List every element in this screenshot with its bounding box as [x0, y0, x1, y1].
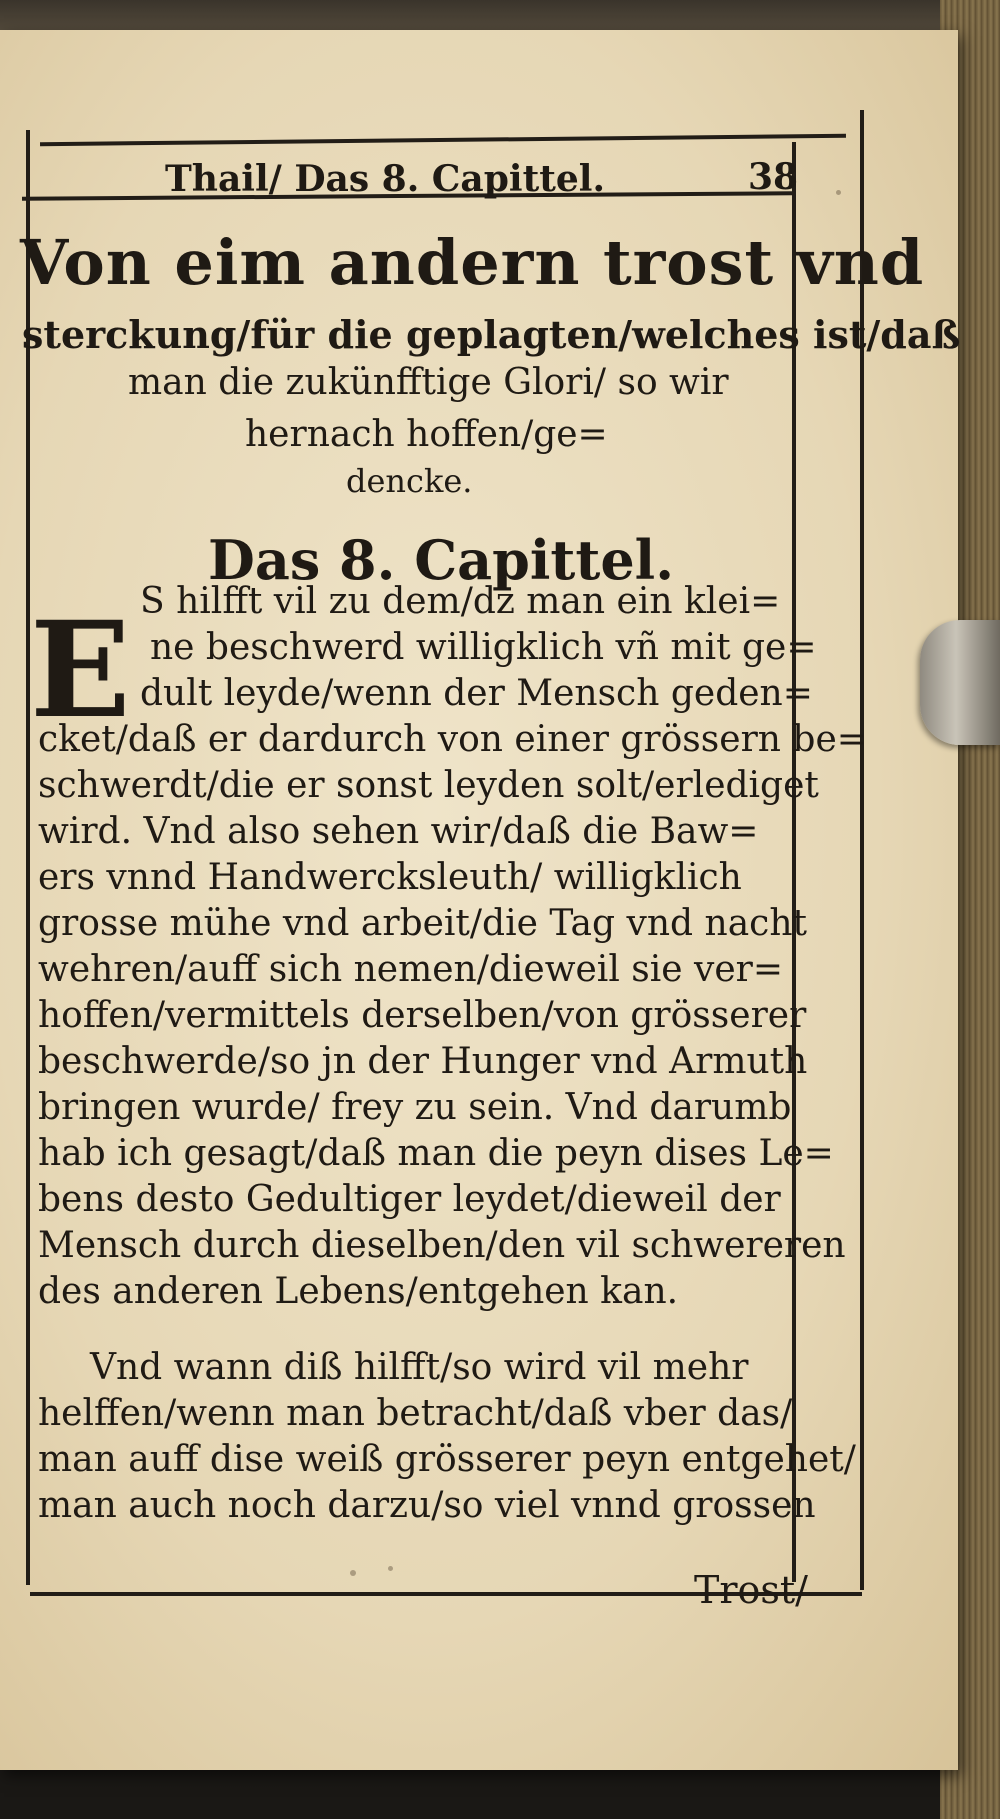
- ink-spot: [350, 1570, 356, 1576]
- page-clip: [920, 620, 1000, 745]
- body-line: bringen wurde/ frey zu sein. Vnd darumb: [38, 1087, 792, 1128]
- body-line: ers vnnd Handwercksleuth/ willigklich: [38, 857, 742, 898]
- body-line: schwerdt/die er sonst leyden solt/erlediget: [38, 765, 819, 806]
- body-line: grosse mühe vnd arbeit/die Tag vnd nacht: [38, 903, 807, 944]
- heading-line-1: Von eim andern trost vnd: [20, 226, 925, 299]
- body-line: wehren/auff sich nemen/dieweil sie ver=: [38, 949, 784, 990]
- body-line: Mensch durch dieselben/den vil schwereren: [38, 1225, 846, 1266]
- frame-inner-right-rule: [792, 142, 796, 1582]
- body-line: beschwerde/so jn der Hunger vnd Armuth: [38, 1041, 808, 1082]
- body-line: wird. Vnd also sehen wir/daß die Baw=: [38, 811, 759, 852]
- body-line: helffen/wenn man betracht/daß vber das/: [38, 1393, 793, 1434]
- body-line: S hilfft vil zu dem/dz man ein klei=: [140, 581, 781, 622]
- catchword: Trost/: [694, 1568, 808, 1612]
- body-line: ne beschwerd willigklich vñ mit ge=: [150, 627, 817, 668]
- body-line: hoffen/vermittels derselben/von grösserer: [38, 995, 807, 1036]
- body-line: man auff dise weiß grösserer peyn entgehet/: [38, 1439, 856, 1480]
- body-line: dult leyde/wenn der Mensch geden=: [140, 673, 813, 714]
- book-page: [0, 30, 961, 1770]
- body-line: hab ich gesagt/daß man die peyn dises Le=: [38, 1133, 834, 1174]
- body-line: bens desto Gedultiger leydet/dieweil der: [38, 1179, 781, 1220]
- body-line: Vnd wann diß hilfft/so wird vil mehr: [90, 1347, 749, 1388]
- body-line: des anderen Lebens/entgehen kan.: [38, 1271, 679, 1312]
- drop-cap: E: [30, 593, 131, 748]
- body-line: cket/daß er dardurch von einer grössern be=: [38, 719, 867, 760]
- header-top-rule: [40, 134, 846, 146]
- heading-line-3: man die zukünfftige Glori/ so wir: [128, 362, 729, 403]
- body-line: man auch noch darzu/so viel vnnd grossen: [38, 1485, 816, 1526]
- heading-line-5: dencke.: [346, 462, 473, 500]
- ink-spot: [388, 1566, 393, 1571]
- chapter-title: Das 8. Capittel.: [208, 528, 674, 592]
- page-number: 38: [748, 156, 799, 198]
- running-title: Thail/ Das 8. Capittel.: [165, 158, 605, 200]
- ink-spot: [836, 190, 841, 195]
- heading-line-2: sterckung/für die geplagten/welches ist/daß: [22, 312, 961, 357]
- heading-line-4: hernach hoffen/ge=: [245, 414, 608, 455]
